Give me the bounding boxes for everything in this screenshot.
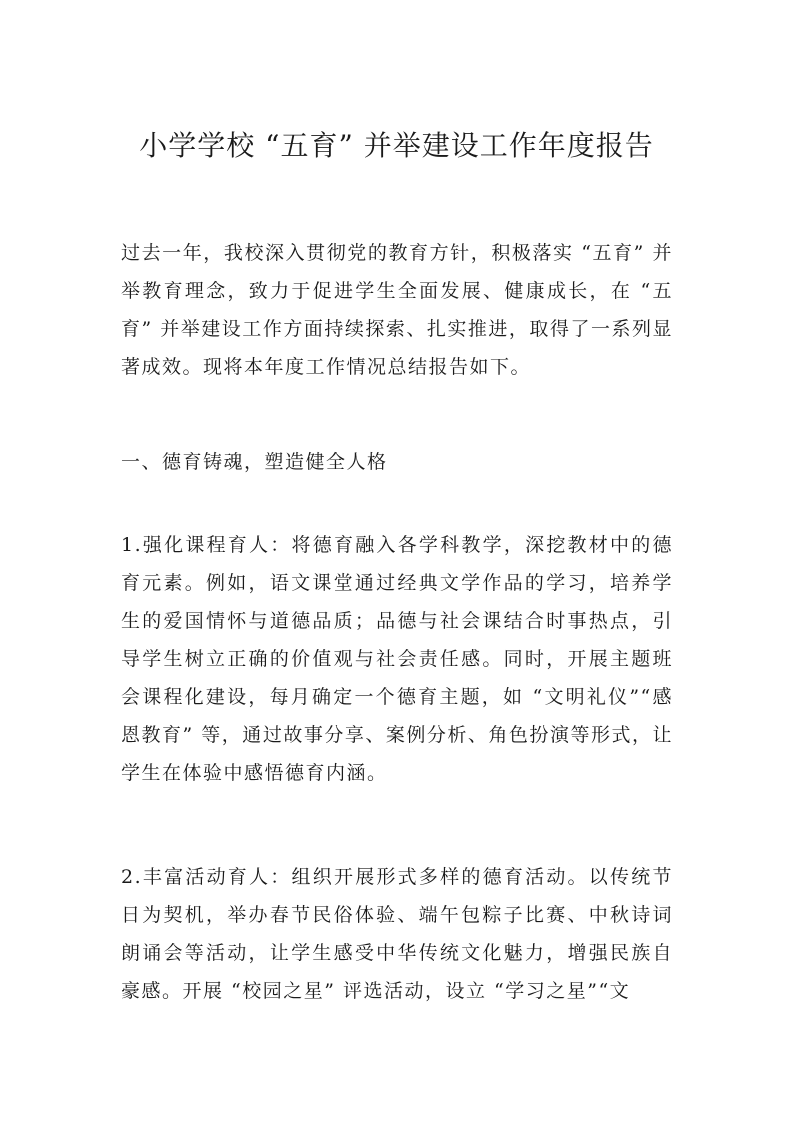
intro-paragraph: 过去一年，我校深入贯彻党的教育方针，积极落实 “五育” 并举教育理念，致力于促进学生全面发展、健康成长，在 “五育” 并举建设工作方面持续探索、扎实推进，取得了一系列显著成效。现将本年度工作情况总结报告如下。 <box>121 242 673 378</box>
item-paragraph-2: 2.丰富活动育人：组织开展形式多样的德育活动。以传统节日为契机，举办春节民俗体验、端午包粽子比赛、中秋诗词朗诵会等活动，让学生感受中华传统文化魅力，增强民族自豪感。开展 “校园之星” 评选活动，设立 “学习之星”“文 <box>121 866 673 1002</box>
document-title: 小学学校 “五育” 并举建设工作年度报告 <box>139 129 654 162</box>
item-paragraph-1: 1.强化课程育人：将德育融入各学科教学，深挖教材中的德育元素。例如，语文课堂通过经典文学作品的学习，培养学生的爱国情怀与道德品质；品德与社会课结合时事热点，引导学生树立正确的价值观与社会责任感。同时，开展主题班会课程化建设，每月确定一个德育主题，如 “文明礼仪”“感恩教育” 等，通过故事分享、案例分析、角色扮演等形式，让学生在体验中感悟德育内涵。 <box>121 534 673 784</box>
section-heading: 一、德育铸魂，塑造健全人格 <box>121 451 388 473</box>
